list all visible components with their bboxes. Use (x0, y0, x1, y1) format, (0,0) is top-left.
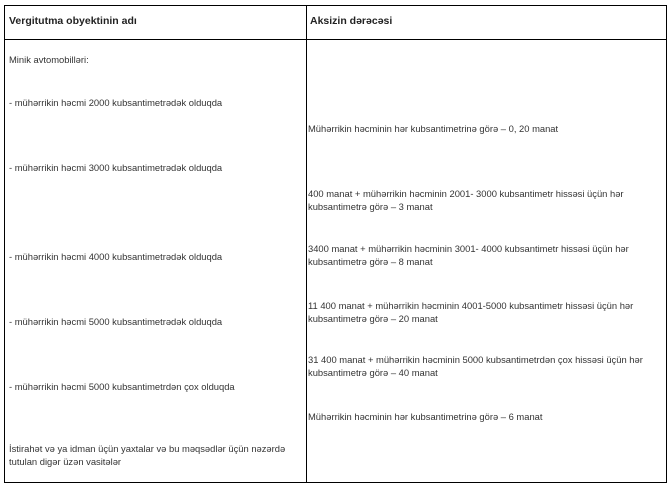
rate-row-3-line-2: kubsantimetrə görə – 8 manat (308, 256, 433, 267)
rate-row-2-line-2: kubsantimetrə görə – 3 manat (308, 201, 433, 212)
section-title: Minik avtomobilləri: (9, 54, 89, 65)
rate-row-5-line-1: 31 400 manat + mühərrikin həcminin 5000 kubsantimetrdən çox hissəsi üçün hər (308, 354, 643, 365)
rate-row-6: Mühərrikin həcminin hər kubsantimetrinə görə – 6 manat (308, 411, 543, 422)
rate-row-4-line-2: kubsantimetrə görə – 20 manat (308, 313, 438, 324)
rate-row-1: Mühərrikin həcminin hər kubsantimetrinə görə – 0, 20 manat (308, 123, 559, 134)
excise-rate-table (4, 5, 667, 483)
header-object-name: Vergitutma obyektinin adı (9, 15, 137, 27)
object-row-6-line-1: İstirahət və ya idman üçün yaxtalar və bu məqsədlər üçün nəzərdə (9, 443, 286, 454)
object-row-5: - mühərrikin həcmi 5000 kubsantimetrdən çox olduqda (9, 381, 235, 392)
object-row-2: - mühərrikin həcmi 3000 kubsantimetrədək olduqda (9, 162, 223, 173)
object-row-4: - mühərrikin həcmi 5000 kubsantimetrədək olduqda (9, 316, 223, 327)
object-row-1: - mühərrikin həcmi 2000 kubsantimetrədək olduqda (9, 97, 223, 108)
header-divider (5, 39, 666, 40)
rate-row-2-line-1: 400 manat + mühərrikin həcminin 2001- 3000 kubsantimetr hissəsi üçün hər (308, 188, 624, 199)
rate-row-4-line-1: 11 400 manat + mühərrikin həcminin 4001-5000 kubsantimetr hissəsi üçün hər (308, 300, 634, 311)
rate-row-5-line-2: kubsantimetrə görə – 40 manat (308, 367, 438, 378)
rate-row-3-line-1: 3400 manat + mühərrikin həcminin 3001- 4000 kubsantimetr hissəsi üçün hər (308, 243, 629, 254)
object-row-3: - mühərrikin həcmi 4000 kubsantimetrədək olduqda (9, 251, 223, 262)
column-divider (306, 6, 307, 482)
object-row-6-line-2: tutulan digər üzən vasitələr (9, 456, 122, 467)
header-excise-rate: Aksizin dərəcəsi (310, 15, 393, 27)
